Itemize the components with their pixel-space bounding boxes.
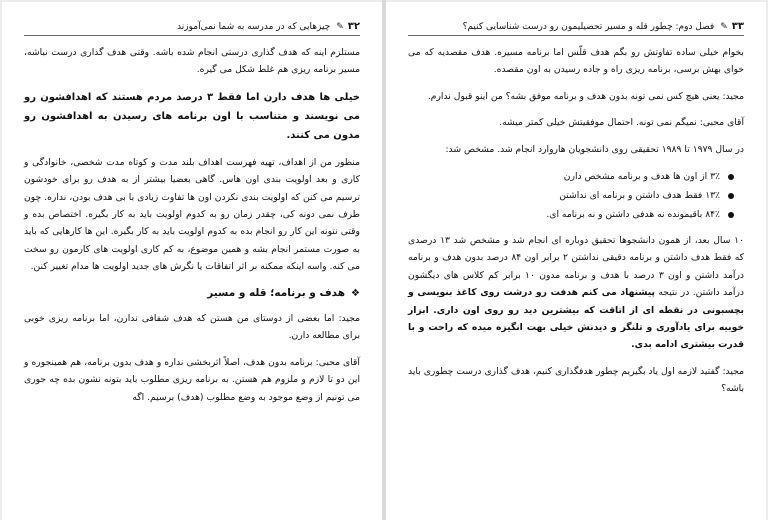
running-title: چیزهایی که در مدرسه به شما نمی‌آموزند bbox=[177, 22, 331, 32]
paragraph: مجید: اما بعضی از دوستای من هستن که هدف شفافی ندارن، اما برنامه ریزی خوبی برای مطالعه دارن. bbox=[24, 313, 360, 342]
left-page-body bbox=[24, 44, 360, 514]
pen-ornament-icon: ✎ bbox=[720, 22, 728, 32]
bullet-dot-icon bbox=[728, 193, 734, 199]
paragraph: ۱۰ سال بعد، از همون دانشجوها تحقیق دوباره ای انجام شد و مشخص شد ۱۳ درصدی که فقط هدف داشتن و برنامه دقیقی نداشتن ۲ برابر اون ۸۴ درصد بدون هدف و برنامه درآمد داشتن و اون ۳ درصد با هدف و برنامه مدون ۱۰ برابر کم کلاس های دیگشون درآمد داشتن. در نتیجه پیشنهاد می کنم هدفت رو درشت روی کاغذ بنویسی و بچسبونی در نقطه ای از اتاقت که بیشترین دید رو روی اون داری. ابزار خوبیه برای یادآوری و تلنگر و دیدنش خیلی بهت انگیزه میده که راحت و با قدرت بیشتری ادامه بدی. bbox=[408, 235, 745, 351]
paragraph: مستلزم اینه که هدف گذاری درستی انجام شده باشه. وقتی هدف گذاری درست نباشه، مسیر برنامه ریزی هم غلط شکل می گیره. bbox=[24, 47, 360, 76]
paragraph: در سال ۱۹۷۹ تا ۱۹۸۹ تحقیقی روی دانشجویان هاروارد انجام شد. مشخص شد: bbox=[445, 143, 744, 155]
diamond-bullet-icon: ❖ bbox=[351, 287, 360, 299]
right-page bbox=[386, 2, 766, 520]
bullet-dot-icon bbox=[728, 212, 734, 218]
stats-list bbox=[408, 167, 744, 224]
right-page-body bbox=[408, 44, 744, 514]
paragraph: مجید: یعنی هیچ کس نمی تونه بدون هدف و برنامه موفق بشه؟ من اینو قبول ندارم. bbox=[427, 90, 744, 102]
page-number: ۳۲ bbox=[347, 21, 360, 32]
emphasis-text: پیشنهاد می کنم هدفت رو درشت روی کاغذ بنویسی و بچسبونی در نقطه ای از اتاقت که بیشترین دید رو روی اون داری. ابزار خوبیه برای یادآوری و تلنگر و دیدنش خیلی بهت انگیزه میده که راحت و با قدرت بیشتری ادامه بدی. bbox=[408, 287, 744, 351]
section-heading-text: هدف و برنامه؛ قله و مسیر bbox=[207, 286, 346, 299]
running-title: فصل دوم: چطور قله و مسیر تحصیلیمون رو درست شناسایی کنیم؟ bbox=[462, 22, 715, 32]
emphasis-paragraph: خیلی ها هدف دارن اما فقط ۳ درصد مردم هستند که اهدافشون رو می نویسند و متناسب با اون برنامه های رسیدن به اهدافشون رو مدون می کنند. bbox=[24, 91, 360, 141]
section-heading bbox=[24, 285, 360, 302]
paragraph: آقای محبی: برنامه بدون هدف، اصلاً اثربخشی نداره و هدف بدون برنامه، هم همینجوره و این دو تا لازم و ملزوم هم هستن. به برنامه ریزی مطلوب باید بتونه نشون بده چه جوری می تونیم از وضع موجود به وضع مطلوب (هدف) برسیم. اگه bbox=[24, 356, 360, 403]
list-item: ۳٪ از اون ها هدف و برنامه مشخص دارن bbox=[408, 167, 734, 186]
bullet-dot-icon bbox=[728, 174, 734, 180]
pen-ornament-icon: ✎ bbox=[336, 22, 344, 32]
paragraph: بخوام خیلی ساده تفاوتش رو بگم هدف قلّس اما برنامه مسیره. هدف مقصدیه که می خوای بهش برسی، برنامه ریزی راه و جاده رسیدن به اون مقصده. bbox=[408, 47, 744, 76]
left-page bbox=[2, 2, 382, 520]
left-page-header bbox=[24, 16, 360, 36]
list-item: ۱۳٪ فقط هدف داشتن و برنامه ای نداشتن bbox=[408, 186, 734, 205]
paragraph: مجید: گفتید لازمه اول یاد بگیریم چطور هدفگذاری کنیم، هدف گذاری درست چطوری باید باشه؟ bbox=[408, 365, 744, 395]
paragraph: آقای محبی: نمیگم نمی تونه. احتمال موفقیتش خیلی کمتر میشه. bbox=[499, 117, 744, 129]
list-item: ۸۴٪ باقیمونده نه هدفی داشتن و نه برنامه ای. bbox=[408, 205, 734, 224]
page-number: ۳۳ bbox=[731, 21, 744, 32]
paragraph: منظور من از اهداف، تهیه فهرست اهداف بلند مدت و کوتاه مدت شخصی، خانوادگی و کاری و بعد اولویت بندی اون هاس. گاهی بعضیا بیشتر از به هدف رو برای خودشون ترسیم می کنن که اولویت بندی نکردن اون ها تفاوت زیادی با بی هدف بودن، نداره. چون طرف نمی دونه کی، چقدر زمان رو به کدوم اولویت باید به کار بگیره. اختصاص بده و وقتی نتونه این کار رو انجام بده به کدوم اولویت باید به کار بگیره. این ها کارهایی که باید به صورت مستمر انجام بشه و همین موضوع، به کم کاری اولویت های کارمون رو سخت می کنه. واسه اینکه ممکنه بر اثر اتفاقات یا نگرش های جدید اولویت ها مدام تغییر کنن. bbox=[24, 156, 360, 273]
right-page-header bbox=[408, 16, 744, 36]
